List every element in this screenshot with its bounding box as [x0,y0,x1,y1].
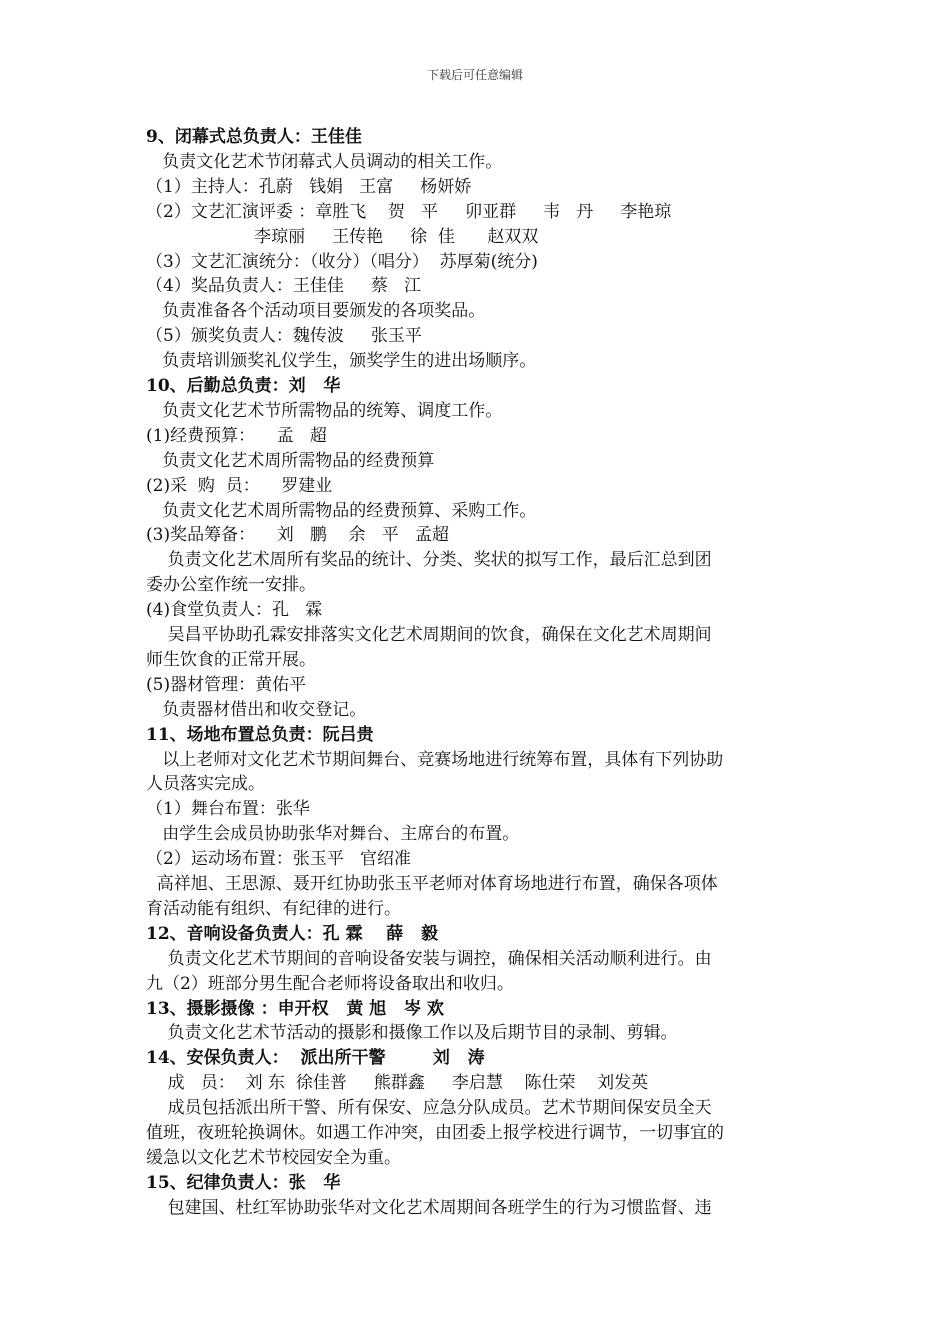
text-line: 负责文化艺术节闭幕式人员调动的相关工作。 [146,151,503,172]
text-line: 高祥旭、王思源、聂开红协助张玉平老师对体育场地进行布置，确保各项体 [146,874,718,894]
text-line: 负责培训颁奖礼仪学生，颁奖学生的进出场顺序。 [146,351,537,372]
text-line: （5）颁奖负责人：魏传波 张玉平 [146,326,422,347]
section-heading: 9、闭幕式总负责人：王佳佳 [146,127,362,147]
section-heading: 10、后勤总负责：刘 华 [146,376,341,396]
text-line: 负责文化艺术周所需物品的经费预算、采购工作。 [146,500,537,521]
text-line: 包建国、杜红军协助张华对文化艺术周期间各班学生的行为习惯监督、违 [146,1197,712,1218]
text-line: 由学生会成员协助张华对舞台、主席台的布置。 [146,824,520,845]
text-line: 负责器材借出和收交登记。 [146,699,367,720]
text-line: 缓急以文化艺术节校园安全为重。 [146,1147,401,1168]
text-line: （2）文艺汇演评委 ：章胜飞 贺 平 卯亚群 韦 丹 李艳琼 [146,201,672,222]
text-line: 师生饮食的正常开展。 [146,649,316,670]
section-heading: 11、场地布置总负责：阮吕贵 [146,724,374,745]
text-line: 负责文化艺术周所需物品的经费预算 [146,450,435,471]
section-heading: 13、摄影摄像 ：申开权 黄 旭 岑 欢 [146,998,444,1019]
section-heading: 14、安保负责人： 派出所干警 刘 涛 [146,1048,485,1069]
text-line: 负责文化艺术节期间的音响设备安装与调控，确保相关活动顺利进行。由 [146,948,712,969]
page-header: 下载后可任意编辑 [426,68,523,82]
text-line: 负责准备各个活动项目要颁发的各项奖品。 [146,301,486,322]
text-line: 李琼丽 王传艳 徐 佳 赵双双 [146,226,539,247]
text-line: 委办公室作统一安排。 [146,575,316,596]
text-line: 九（2）班部分男生配合老师将设备取出和收归。 [146,973,514,994]
text-line: (4)食堂负责人：孔 霖 [146,600,323,621]
text-line: （2）运动场布置：张玉平 官绍准 [146,849,412,870]
text-line: 值班，夜班轮换调休。如遇工作冲突，由团委上报学校进行调节，一切事宜的 [146,1123,724,1143]
text-line: (3)奖品筹备： 刘 鹏 余 平 孟超 [146,525,449,546]
text-line: 负责文化艺术节活动的摄影和摄像工作以及后期节目的录制、剪辑。 [146,1023,678,1044]
text-line: （4）奖品负责人：王佳佳 蔡 江 [146,276,422,297]
text-line: 成 员： 刘 东 徐佳普 熊群鑫 李启慧 陈仕荣 刘发英 [146,1073,649,1094]
section-heading: 15、纪律负责人：张 华 [146,1172,341,1193]
text-line: 负责文化艺术周所有奖品的统计、分类、奖状的拟写工作，最后汇总到团 [146,550,712,571]
text-line: 育活动能有组织、有纪律的进行。 [146,898,401,919]
text-line: （3）文艺汇演统分：（收分）（唱分） 苏厚菊(统分) [146,251,538,272]
text-line: 以上老师对文化艺术节期间舞台、竞赛场地进行统筹布置，具体有下列协助 [146,749,724,770]
text-line: (1)经费预算： 孟 超 [146,425,327,446]
section-heading: 12、音响设备负责人：孔 霖 薛 毅 [146,923,439,944]
text-line: （1）主持人：孔蔚 钱娟 王富 杨妍娇 [146,176,472,197]
text-line: 成员包括派出所干警、所有保安、应急分队成员。艺术节期间保安员全天 [146,1098,712,1119]
text-line: 吴昌平协助孔霖安排落实文化艺术周期间的饮食，确保在文化艺术周期间 [146,625,712,645]
text-line: 人员落实完成。 [146,774,265,795]
text-line: 负责文化艺术节所需物品的统筹、调度工作。 [146,400,503,421]
text-line: （1）舞台布置：张华 [146,799,310,820]
text-line: (5)器材管理：黄佑平 [146,674,307,695]
text-line: (2)采 购 员： 罗建业 [146,475,333,496]
